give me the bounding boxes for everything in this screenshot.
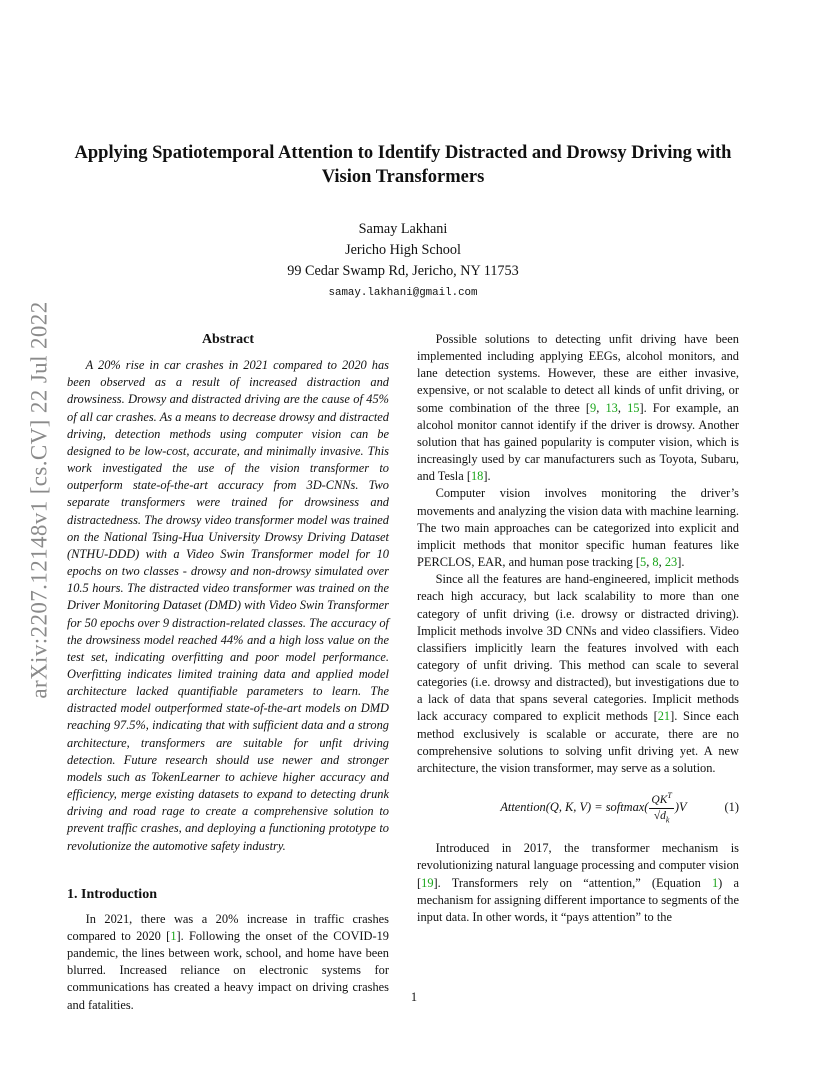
author-name: Samay Lakhani: [358, 221, 448, 237]
paragraph-transformer-intro: Introduced in 2017, the transformer mechanism is revolutionizing natural language processing and computer vision [19]. Transformers rely on “attention,” (Equation 1) a mechanism for assigning different importance to segments of the input data. In other words, it “pays attention” to the: [417, 841, 739, 924]
citation-link[interactable]: 8: [652, 555, 659, 570]
citation-link[interactable]: 23: [664, 555, 678, 570]
equation-number: (1): [724, 800, 739, 815]
citation-link[interactable]: 18: [470, 469, 484, 484]
paragraph-unfit-solutions: Possible solutions to detecting unfit driving have been implemented including applying EEGs, alcohol monitors, and lane detection systems. However, these are either invasive, expensive, or not scalable to detect all kinds of unfit driving, or some combination of the three [9, 13, 15]. For example, an alcohol monitor cannot identify if the driver is drowsy. Another solution that has gained popularity is computer vision, which is increasingly used by car manufacturers such as Toyota, Subaru, and Tesla [18].: [417, 332, 739, 484]
attention-equation: [417, 789, 739, 826]
arxiv-identifier-text: arXiv:2207.12148v1 [cs.CV] 22 Jul 2022: [27, 301, 53, 699]
author-email: samay.lakhani@gmail.com: [328, 287, 478, 299]
paragraph-computer-vision: Computer vision involves monitoring the driver’s movements and analyzing the vision data with machine learning. The two main approaches can be categorized into explicit and implicit methods that monitor specific human features like PERCLOS, EAR, and human pose tracking [5, 8, 23].: [417, 486, 739, 570]
right-column: [417, 331, 739, 926]
equation-formula: Attention(Q, K, V) = softmax( $\frac{QK^T}{√d_k}$ )V: [500, 791, 687, 825]
citation-link[interactable]: 19: [421, 875, 434, 890]
author-address: 99 Cedar Swamp Rd, Jericho, NY 11753: [287, 263, 519, 279]
section-heading-introduction: 1. Introduction: [67, 886, 157, 902]
citation-link[interactable]: 9: [590, 400, 597, 415]
left-column: [67, 331, 389, 1014]
abstract-text: A 20% rise in car crashes in 2021 compared to 2020 has been observed as a result of increased distraction and drowsiness. Drowsy and distracted driving are the cause of 45% of all car crashes. As a means to decrease drowsy and distracted driving, detection methods using computer vision can be designed to be low-cost, accurate, and minimally invasive. This work investigated the use of the vision transformer to outperform state-of-the-art accuracy from 3D-CNNs. Two separate transformers were trained for drowsiness and distractedness. The drowsy video transformer model was trained on the National Tsing-Hua University Drowsy Driving Dataset (NTHU-DDD) with a Video Swin Transformer model for 10 epochs on two classes - drowsy and non-drowsy simulated over 10.5 hours. The distracted video transformer was trained on the Driver Monitoring Dataset (DMD) with Video Swin Transformer for 50 epochs over 9 distraction-related classes. The accuracy of the drowsiness model reached 44% and a high loss value on the test set, indicating overfitting and poor model performance. Overfitting indicates limited training data and applied model architecture lacked quantifiable parameters to learn. The distracted model outperformed state-of-the-art models on DMD reaching 97.5%, indicating that with sufficient data and a strong architecture, transformers are suitable for unfit driving detection. Future research should use newer and stronger models such as TokenLearner to achieve higher accuracy and efficiency, merge existing datasets to expand to detecting drunk driving and road rage to create a comprehensive solution to prevent traffic crashes, and deploying a functioning prototype to revolutionize the automotive safety industry.: [67, 358, 389, 853]
author-block: [60, 219, 746, 304]
equation-fraction: $\frac{QK^T}{√d_k}$: [651, 791, 672, 825]
citation-link[interactable]: 15: [627, 400, 640, 415]
author-affiliation: Jericho High School: [345, 242, 461, 258]
citation-link[interactable]: 1: [170, 929, 177, 943]
arxiv-identifier: [20, 240, 60, 760]
citation-link[interactable]: 5: [640, 555, 647, 570]
abstract-heading: Abstract: [201, 332, 255, 347]
citation-link[interactable]: 13: [605, 400, 618, 415]
citation-link[interactable]: 21: [657, 709, 671, 724]
intro-paragraph-1: In 2021, there was a 20% increase in traffic crashes compared to 2020 [1]. Following the onset of the COVID-19 pandemic, the lines between work, school, and home have been blurred. Increased reliance on electronic systems for communications has created a heavy impact on driving crashes and fatalities.: [67, 911, 390, 1012]
paragraph-implicit-methods: Since all the features are hand-engineered, implicit methods reach high accuracy, but lack scalability to more than one category of unfit driving (i.e. drowsy or distracted driving). Implicit methods involve 3D CNNs and video classifiers. Video classifiers implicitly learn the features involved with each category of unfit driving. This method can scale to several categories (i.e. drowsy and distracted), but investigations due to a lack of data that spans several categories. Implicit methods lack accuracy compared to explicit methods [21]. Since each method exclusively is scalable or accurate, there are no comprehensive solutions to solving unfit driving yet. A new architecture, the vision transformer, may serve as a solution.: [417, 572, 739, 775]
page-number: 1: [410, 990, 418, 1004]
paper-title: Applying Spatiotemporal Attention to Identify Distracted and Drowsy Driving with Vision Transformers: [74, 143, 732, 187]
citation-link[interactable]: 1: [711, 875, 719, 890]
